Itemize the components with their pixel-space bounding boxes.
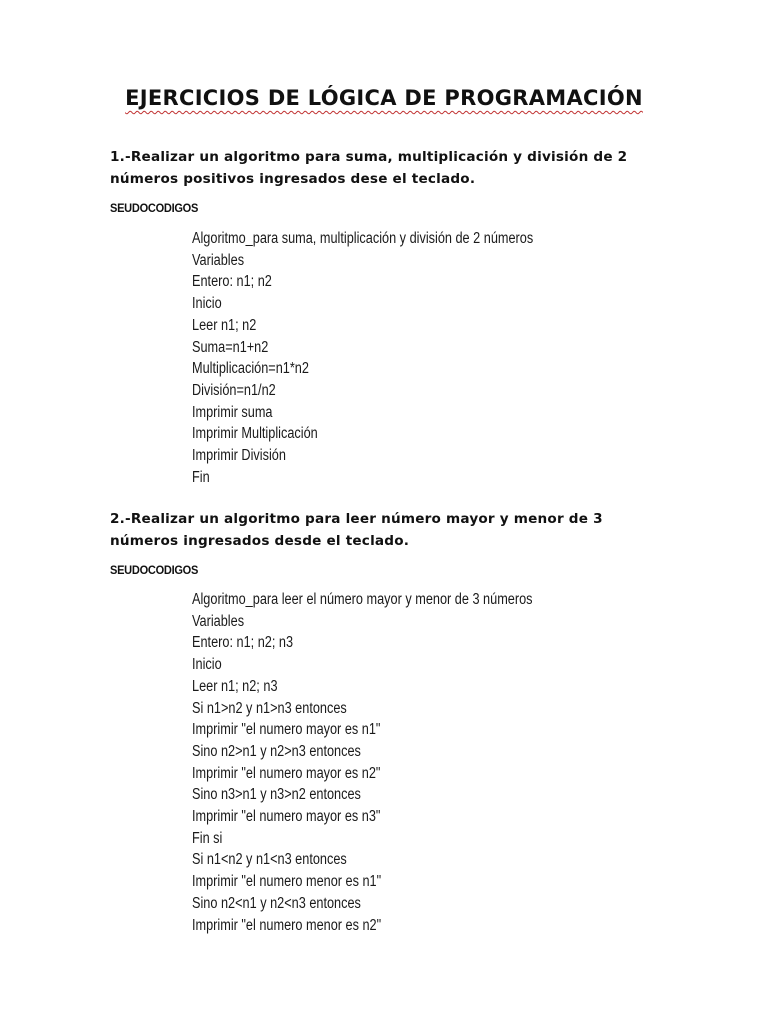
code-line: Inicio <box>192 295 222 313</box>
code-line: Variables <box>192 612 245 630</box>
code-line: Inicio <box>192 656 222 674</box>
page-title <box>0 86 768 110</box>
code-line: Sino n2>n1 y n2>n3 entonces <box>192 742 361 760</box>
exercise-1-pseudocode <box>192 228 712 488</box>
code-line: Imprimir "el numero mayor es n3" <box>192 808 381 826</box>
code-line: Imprimir "el numero mayor es n2" <box>192 764 381 782</box>
code-line: Sino n2<n1 y n2<n3 entonces <box>192 894 361 912</box>
code-line: Imprimir División <box>192 447 286 465</box>
code-line: Imprimir suma <box>192 403 273 421</box>
exercise-2-pseudocode <box>192 589 712 936</box>
exercise-2-section-label: SEUDOCODIGOS <box>110 563 199 577</box>
code-line: Imprimir "el numero mayor es n1" <box>192 721 381 739</box>
code-line: Imprimir "el numero menor es n2" <box>192 916 382 934</box>
code-line: Fin si <box>192 829 223 847</box>
code-line: Imprimir Multiplicación <box>192 425 318 443</box>
code-line: División=n1/n2 <box>192 381 276 399</box>
code-line: Sino n3>n1 y n3>n2 entonces <box>192 786 361 804</box>
page-title-text: EJERCICIOS DE LÓGICA DE PROGRAMACIÓN <box>125 86 643 110</box>
code-line: Suma=n1+n2 <box>192 338 269 356</box>
code-line: Multiplicación=n1*n2 <box>192 360 309 378</box>
code-line: Entero: n1; n2 <box>192 273 272 291</box>
code-line: Algoritmo_para leer el número mayor y menor de 3 números <box>192 591 533 608</box>
code-line: Leer n1; n2; n3 <box>192 677 278 695</box>
code-line: Algoritmo_para suma, multiplicación y división de 2 números <box>192 230 534 247</box>
code-line: Variables <box>192 251 245 269</box>
exercise-2-statement: 2.-Realizar un algoritmo para leer número mayor y menor de 3 números ingresados desde el teclado. <box>110 511 603 549</box>
code-line: Imprimir "el numero menor es n1" <box>192 873 382 891</box>
code-line: Entero: n1; n2; n3 <box>192 634 294 652</box>
exercise-1-section-label: SEUDOCODIGOS <box>110 201 199 215</box>
code-line: Si n1<n2 y n1<n3 entonces <box>192 851 347 869</box>
exercise-1-statement: 1.-Realizar un algoritmo para suma, multiplicación y división de 2 números positivos ingresados dese el teclado. <box>110 149 628 187</box>
code-line: Si n1>n2 y n1>n3 entonces <box>192 699 347 717</box>
code-line: Leer n1; n2 <box>192 316 257 334</box>
code-line: Fin <box>192 468 210 486</box>
